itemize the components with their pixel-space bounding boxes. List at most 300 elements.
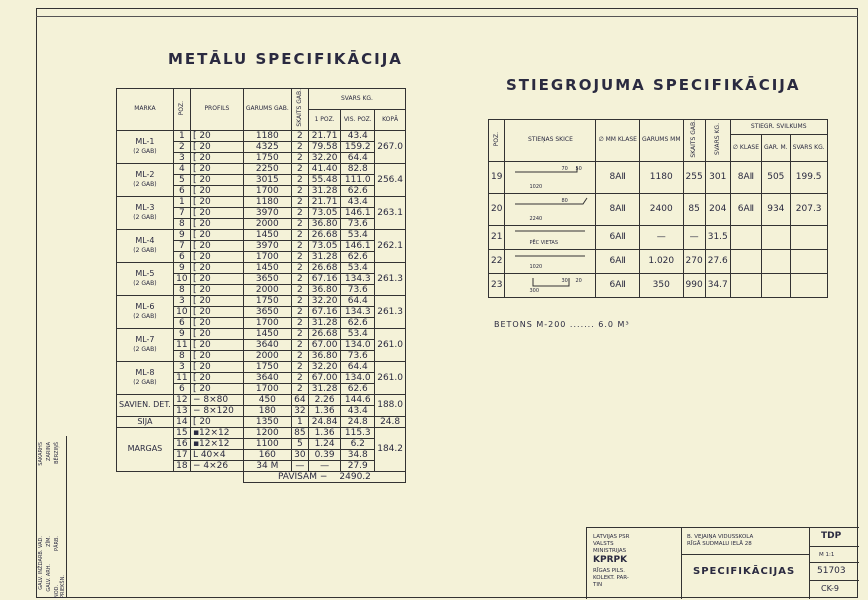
metal-marka-name: ML-8 (135, 367, 155, 377)
metal-skaits: 2 (291, 383, 308, 394)
metal-svars-1: 21.71 (308, 196, 340, 207)
col-marka: MARKA (117, 89, 174, 131)
metal-skaits: 2 (291, 262, 308, 273)
rebar-sketch (505, 249, 596, 273)
metal-svars-vis: 73.6 (341, 350, 375, 361)
metal-skaits: 2 (291, 163, 308, 174)
metal-skaits: 2 (291, 229, 308, 240)
metal-profils: [ 20 (190, 240, 243, 251)
metal-marka-name: ML-5 (135, 268, 155, 278)
tb-org-line-3: MINISTRIJAS (593, 548, 627, 554)
rebar-garums: 350 (639, 273, 683, 297)
side-name-2: ZARINA (46, 442, 52, 461)
metal-profils: [ 20 (190, 317, 243, 328)
metal-svars-vis: 43.4 (341, 196, 375, 207)
metal-profils: − 4×26 (190, 460, 243, 471)
metal-marka-name: ML-4 (135, 235, 155, 245)
rebar-diam: 8AⅡ (596, 161, 640, 193)
rebar-poz: 21 (489, 225, 505, 249)
metal-skaits: 2 (291, 361, 308, 372)
metal-marka-sub: (2 GAB) (133, 345, 157, 353)
metal-marka-name: SAVIEN. DET. (119, 400, 171, 410)
metal-garums: 1750 (243, 361, 291, 372)
metal-garums: 4325 (243, 141, 291, 152)
rebar-row (489, 225, 828, 249)
metal-marka-sub: (2 GAB) (133, 378, 157, 386)
metal-profils: [ 20 (190, 284, 243, 295)
metal-poz: 2 (173, 141, 190, 152)
metal-garums: 1700 (243, 317, 291, 328)
metal-svars-1: 41.40 (308, 163, 340, 174)
metal-skaits: 2 (291, 141, 308, 152)
metal-garums: 3015 (243, 174, 291, 185)
rebar-skaits: — (683, 225, 705, 249)
col-poz: POZ. (177, 100, 185, 116)
rebar-dim-label: 70 (561, 165, 568, 172)
rebar-row (489, 249, 828, 273)
metal-svars-1: 1.36 (308, 427, 340, 438)
col-profils: PROFILS (190, 89, 243, 131)
metal-poz: 6 (173, 185, 190, 196)
rebar-dim-label: 80 (561, 197, 568, 204)
metal-garums: 1180 (243, 196, 291, 207)
tb-project-line-1: B. VEJAIŅA VIDUSSKOLA (687, 534, 754, 540)
metal-poz: 14 (173, 416, 190, 427)
metal-profils: [ 20 (190, 328, 243, 339)
metal-marka-name: ML-6 (135, 301, 155, 311)
metal-garums: 160 (243, 449, 291, 460)
metal-skaits: 1 (291, 416, 308, 427)
metal-row (117, 262, 406, 273)
metal-garums: 2000 (243, 350, 291, 361)
rebar-dim-label: 2240 (529, 215, 543, 222)
frame-top-line (36, 16, 858, 17)
metal-marka-name: SIJA (137, 416, 153, 426)
rebar-skaits: 255 (683, 161, 705, 193)
metal-svars-1: 67.16 (308, 306, 340, 317)
rebar-sketch-drawing (507, 194, 593, 222)
metal-spec-table (116, 88, 406, 483)
side-signature-stamp (36, 436, 67, 598)
metal-profils: [ 20 (190, 141, 243, 152)
metal-kopa: 188.0 (375, 394, 406, 416)
metal-garums: 3640 (243, 372, 291, 383)
metal-poz: 6 (173, 251, 190, 262)
metal-svars-vis: 34.8 (341, 449, 375, 460)
metal-svars-1: 26.68 (308, 262, 340, 273)
metal-svars-1: 1.36 (308, 405, 340, 416)
metal-garums: 1700 (243, 251, 291, 262)
rebar-svars: 34.7 (705, 273, 730, 297)
tb-dept-line-3: TIN (593, 582, 603, 588)
metal-poz: 9 (173, 328, 190, 339)
rebar-spec-title: STIEGROJUMA SPECIFIKĀCIJA (506, 76, 801, 94)
metal-profils: [ 20 (190, 339, 243, 350)
metal-kopa: 261.3 (375, 262, 406, 295)
metal-svars-1: 26.68 (308, 328, 340, 339)
metal-marka-sub: (2 GAB) (133, 180, 157, 188)
tb-number: 51703 (817, 566, 846, 576)
rebar-col-svars: SVARS KG. (713, 122, 721, 155)
metal-svars-1: 79.58 (308, 141, 340, 152)
metal-row (117, 163, 406, 174)
metal-svars-vis: 53.4 (341, 229, 375, 240)
metal-garums: 34 M (243, 460, 291, 471)
metal-svars-1: 36.80 (308, 350, 340, 361)
rebar-dim-label: 30 (561, 277, 568, 284)
metal-svars-1: 2.26 (308, 394, 340, 405)
tb-org (593, 534, 629, 589)
rebar-k-klase: 6AⅡ (730, 193, 761, 225)
side-name-3: BĒRZIŅŠ (54, 442, 60, 464)
metal-poz: 1 (173, 130, 190, 141)
metal-poz: 10 (173, 306, 190, 317)
rebar-k-klase: 8AⅡ (730, 161, 761, 193)
metal-skaits: 2 (291, 251, 308, 262)
rebar-dim-label: 20 (575, 277, 582, 284)
metal-skaits: 2 (291, 317, 308, 328)
metal-profils: [ 20 (190, 130, 243, 141)
metal-svars-vis: 73.6 (341, 284, 375, 295)
tb-stage: TDP (821, 531, 842, 541)
metal-skaits: 2 (291, 207, 308, 218)
side-name-1: SAKARHS (38, 442, 44, 466)
metal-total-blank (117, 471, 244, 482)
metal-svars-vis: 82.8 (341, 163, 375, 174)
metal-svars-vis: 144.6 (341, 394, 375, 405)
metal-svars-1: — (308, 460, 340, 471)
rebar-svars: 301 (705, 161, 730, 193)
col-skaits: SKAITS GAB. (295, 89, 303, 127)
rebar-dim-label: 1020 (529, 263, 543, 270)
metal-marka (117, 361, 174, 394)
metal-marka-sub: (2 GAB) (133, 246, 157, 254)
metal-marka-name: ML-2 (135, 169, 155, 179)
metal-profils: [ 20 (190, 229, 243, 240)
metal-poz: 16 (173, 438, 190, 449)
metal-garums: 1750 (243, 295, 291, 306)
rebar-dim-label: 300 (529, 287, 539, 294)
metal-svars-vis: 134.0 (341, 372, 375, 383)
metal-row (117, 394, 406, 405)
metal-garums: 2000 (243, 284, 291, 295)
metal-marka-sub: (2 GAB) (133, 147, 157, 155)
metal-marka (117, 394, 174, 416)
metal-garums: 1200 (243, 427, 291, 438)
metal-marka-name: ML-3 (135, 202, 155, 212)
tb-sheet-no: CK-9 (821, 584, 839, 593)
rebar-col-garums: GARUMS MM (639, 120, 683, 162)
metal-marka-sub: (2 GAB) (133, 279, 157, 287)
rebar-diam: 6AⅡ (596, 273, 640, 297)
metal-svars-vis: 43.4 (341, 405, 375, 416)
metal-row (117, 361, 406, 372)
tb-org-line-1: LATVIJAS PSR (593, 534, 630, 540)
metal-marka (117, 130, 174, 163)
metal-svars-vis: 27.9 (341, 460, 375, 471)
tb-project (687, 534, 753, 548)
metal-svars-vis: 64.4 (341, 295, 375, 306)
metal-poz: 15 (173, 427, 190, 438)
metal-row (117, 196, 406, 207)
rebar-k-gar (762, 273, 791, 297)
rebar-col-k-klase: ∅ KLASE (730, 135, 761, 161)
metal-marka-sub: (2 GAB) (133, 213, 157, 221)
metal-marka (117, 328, 174, 361)
metal-row (117, 130, 406, 141)
tb-dept-line-1: RĪGAS PILS. (593, 568, 625, 574)
metal-poz: 11 (173, 339, 190, 350)
rebar-sketch (505, 193, 596, 225)
metal-marka (117, 295, 174, 328)
metal-marka-name: ML-1 (135, 136, 155, 146)
metal-svars-1: 32.20 (308, 361, 340, 372)
metal-garums: 3650 (243, 306, 291, 317)
metal-skaits: 64 (291, 394, 308, 405)
rebar-sketch (505, 273, 596, 297)
rebar-col-k-gar: GAR. M. (762, 135, 791, 161)
metal-skaits: 2 (291, 152, 308, 163)
col-garums: GARUMS GAB. (243, 89, 291, 131)
metal-row (117, 416, 406, 427)
rebar-diam: 6AⅡ (596, 225, 640, 249)
metal-svars-vis: 62.6 (341, 317, 375, 328)
rebar-dim-label: 50 (575, 165, 582, 172)
metal-svars-1: 73.05 (308, 240, 340, 251)
metal-svars-vis: 43.4 (341, 130, 375, 141)
metal-skaits: 2 (291, 284, 308, 295)
metal-skaits: 2 (291, 130, 308, 141)
metal-marka-sub: (2 GAB) (133, 312, 157, 320)
side-col-2: GALV. ARH. (46, 564, 52, 592)
metal-svars-vis: 53.4 (341, 262, 375, 273)
tb-scale: M 1:1 (819, 552, 835, 558)
rebar-k-svars: 199.5 (790, 161, 827, 193)
metal-skaits: 2 (291, 196, 308, 207)
metal-poz: 9 (173, 229, 190, 240)
col-svars: SVARS KG. (308, 89, 405, 110)
metal-poz: 6 (173, 317, 190, 328)
metal-poz: 1 (173, 196, 190, 207)
metal-row (117, 295, 406, 306)
metal-svars-vis: 64.4 (341, 361, 375, 372)
concrete-note: BETONS M-200 ....... 6.0 M³ (494, 320, 630, 329)
rebar-svars: 27.6 (705, 249, 730, 273)
metal-total (243, 471, 405, 482)
metal-garums: 1700 (243, 185, 291, 196)
metal-poz: 5 (173, 174, 190, 185)
rebar-col-skaits: SKAITS GAB. (690, 120, 698, 158)
tb-dept-line-2: KOLEKT. PAR- (593, 575, 629, 581)
metal-svars-1: 31.28 (308, 317, 340, 328)
metal-kopa: 184.2 (375, 427, 406, 471)
rebar-row (489, 273, 828, 297)
metal-marka (117, 262, 174, 295)
rebar-poz: 22 (489, 249, 505, 273)
rebar-poz: 20 (489, 193, 505, 225)
metal-svars-1: 67.16 (308, 273, 340, 284)
metal-svars-vis: 73.6 (341, 218, 375, 229)
rebar-garums: — (639, 225, 683, 249)
rebar-skaits: 85 (683, 193, 705, 225)
col-kopa: KOPĀ (375, 109, 406, 130)
metal-poz: 9 (173, 262, 190, 273)
metal-skaits: 2 (291, 295, 308, 306)
metal-profils: [ 20 (190, 306, 243, 317)
rebar-col-skice: STIEŅAS SKICE (505, 120, 596, 162)
metal-row (117, 229, 406, 240)
metal-skaits: 2 (291, 240, 308, 251)
metal-garums: 1350 (243, 416, 291, 427)
rebar-dim-label: 1020 (529, 183, 543, 190)
metal-profils: [ 20 (190, 185, 243, 196)
rebar-k-svars (790, 225, 827, 249)
metal-profils: [ 20 (190, 251, 243, 262)
metal-profils: [ 20 (190, 196, 243, 207)
metal-kopa: 261.3 (375, 295, 406, 328)
metal-svars-vis: 111.0 (341, 174, 375, 185)
metal-poz: 8 (173, 350, 190, 361)
metal-profils: − 8×80 (190, 394, 243, 405)
metal-svars-vis: 6.2 (341, 438, 375, 449)
metal-poz: 8 (173, 218, 190, 229)
rebar-poz: 19 (489, 161, 505, 193)
metal-garums: 1450 (243, 229, 291, 240)
tb-project-line-2: RĪGĀ SUDMALU IELĀ 28 (687, 541, 752, 547)
rebar-skaits: 990 (683, 273, 705, 297)
metal-profils: [ 20 (190, 174, 243, 185)
metal-profils: [ 20 (190, 361, 243, 372)
rebar-k-svars (790, 249, 827, 273)
side-role-3: PĀRB. (54, 536, 60, 551)
side-col-3: NOD. PRIEKŠN. (54, 575, 66, 598)
rebar-k-gar: 505 (762, 161, 791, 193)
metal-profils: [ 20 (190, 383, 243, 394)
tb-org-line-2: VALSTS (593, 541, 614, 547)
metal-skaits: 2 (291, 185, 308, 196)
metal-garums: 450 (243, 394, 291, 405)
metal-skaits: 2 (291, 350, 308, 361)
metal-marka-name: ML-7 (135, 334, 155, 344)
side-col-1: GALV. INŽ. (38, 564, 44, 590)
metal-poz: 7 (173, 240, 190, 251)
rebar-svars: 31.5 (705, 225, 730, 249)
rebar-skaits: 270 (683, 249, 705, 273)
metal-svars-1: 36.80 (308, 218, 340, 229)
metal-svars-vis: 134.3 (341, 306, 375, 317)
metal-garums: 1450 (243, 262, 291, 273)
rebar-row (489, 161, 828, 193)
metal-svars-1: 67.00 (308, 372, 340, 383)
rebar-diam: 8AⅡ (596, 193, 640, 225)
metal-profils: [ 20 (190, 416, 243, 427)
rebar-k-gar: 934 (762, 193, 791, 225)
col-svars-vis: VIS. POZ. (341, 109, 375, 130)
metal-marka (117, 196, 174, 229)
metal-profils: [ 20 (190, 207, 243, 218)
metal-skaits: 2 (291, 306, 308, 317)
rebar-row (489, 193, 828, 225)
metal-profils: [ 20 (190, 273, 243, 284)
metal-svars-vis: 134.3 (341, 273, 375, 284)
metal-profils: [ 20 (190, 152, 243, 163)
metal-svars-vis: 62.6 (341, 251, 375, 262)
metal-svars-vis: 62.6 (341, 383, 375, 394)
metal-poz: 3 (173, 361, 190, 372)
rebar-garums: 1180 (639, 161, 683, 193)
rebar-sketch (505, 161, 596, 193)
metal-poz: 13 (173, 405, 190, 416)
metal-garums: 1100 (243, 438, 291, 449)
metal-svars-vis: 146.1 (341, 207, 375, 218)
metal-svars-vis: 146.1 (341, 240, 375, 251)
metal-profils: ▪12×12 (190, 438, 243, 449)
metal-svars-1: 32.20 (308, 152, 340, 163)
metal-svars-vis: 62.6 (341, 185, 375, 196)
metal-svars-1: 31.28 (308, 251, 340, 262)
metal-garums: 1700 (243, 383, 291, 394)
metal-svars-vis: 115.3 (341, 427, 375, 438)
metal-kopa: 261.0 (375, 328, 406, 361)
metal-kopa: 261.0 (375, 361, 406, 394)
rebar-k-klase (730, 273, 761, 297)
rebar-diam: 6AⅡ (596, 249, 640, 273)
metal-svars-1: 1.24 (308, 438, 340, 449)
rebar-sketch-drawing (507, 250, 593, 270)
rebar-k-svars: 207.3 (790, 193, 827, 225)
metal-total-row (117, 471, 406, 482)
metal-garums: 1450 (243, 328, 291, 339)
metal-svars-1: 73.05 (308, 207, 340, 218)
metal-poz: 11 (173, 372, 190, 383)
metal-kopa: 256.4 (375, 163, 406, 196)
rebar-poz: 23 (489, 273, 505, 297)
metal-poz: 3 (173, 152, 190, 163)
metal-kopa: 262.1 (375, 229, 406, 262)
metal-kopa: 267.0 (375, 130, 406, 163)
rebar-dim-label: PĒC VIETAS (529, 239, 559, 246)
rebar-svars: 204 (705, 193, 730, 225)
metal-garums: 3970 (243, 207, 291, 218)
metal-profils: [ 20 (190, 295, 243, 306)
metal-garums: 1180 (243, 130, 291, 141)
metal-garums: 3970 (243, 240, 291, 251)
metal-skaits: 5 (291, 438, 308, 449)
metal-garums: 180 (243, 405, 291, 416)
metal-garums: 2250 (243, 163, 291, 174)
rebar-col-kopsavilkums: STIEGR. SVILKUMS (730, 120, 827, 135)
metal-poz: 4 (173, 163, 190, 174)
metal-row (117, 328, 406, 339)
metal-skaits: 32 (291, 405, 308, 416)
metal-spec-title: METĀLU SPECIFIKĀCIJA (168, 50, 403, 68)
metal-marka (117, 229, 174, 262)
metal-svars-vis: 64.4 (341, 152, 375, 163)
metal-garums: 3640 (243, 339, 291, 350)
metal-svars-1: 31.28 (308, 383, 340, 394)
metal-svars-1: 55.48 (308, 174, 340, 185)
metal-skaits: 2 (291, 273, 308, 284)
metal-svars-vis: 134.0 (341, 339, 375, 350)
rebar-spec-table (488, 119, 828, 298)
metal-profils: ▪12×12 (190, 427, 243, 438)
rebar-k-svars (790, 273, 827, 297)
metal-svars-vis: 53.4 (341, 328, 375, 339)
metal-svars-1: 0.39 (308, 449, 340, 460)
metal-skaits: 2 (291, 328, 308, 339)
metal-profils: − 8×120 (190, 405, 243, 416)
metal-row (117, 427, 406, 438)
